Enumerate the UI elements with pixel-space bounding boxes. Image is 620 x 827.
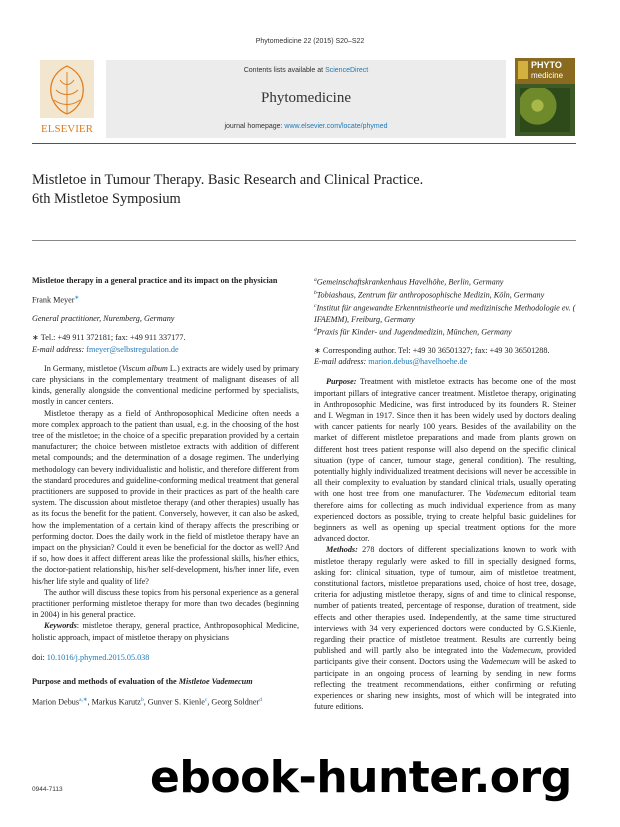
paragraph-1-text-a: In Germany, mistletoe ( — [44, 363, 122, 373]
homepage-line — [106, 123, 506, 130]
affiliation-a-mark: a — [314, 277, 317, 283]
cover-mistletoe-image — [520, 88, 570, 132]
header-rule — [32, 143, 576, 144]
title-rule — [32, 240, 576, 241]
journal-header-box — [106, 60, 506, 138]
methods-text-b: , provided participants give their consent. Doctors using the — [314, 646, 576, 667]
purpose-text-b: editorial team therefore aims for collecting as much individual experience from as many experienced doctors as possible, trying to create helpful basic guidelines for beginners as well as opening up special treatment options for the more advanced doctor. — [314, 489, 576, 544]
affiliation-a-text: Gemeinschaftskrankenhaus Havelhöhe, Berlin, Germany — [316, 277, 504, 287]
elsevier-logo-text: ELSEVIER — [41, 123, 93, 135]
keywords-label: Keywords — [44, 621, 77, 631]
keywords-text: : mistletoe therapy, general practice, Anthroposophical Medicine, holistic approach, impact of mistletoe therapy on physicians — [32, 621, 299, 642]
article-2-title-b: Mistletoe Vademecum — [178, 677, 253, 687]
purpose-text-a: Treatment with mistletoe extracts has become one of the most important pillars of integrative cancer treatment. Mistletoe therapy, originating in Anthroposophic Medicine, was first introduced by its founders R. Steiner and I. Wegman in 1917. Since then it has been widely used by doctors dealing with cancer patients for nearly 100 years. Besides of the availability on the market of different mistletoe preparations and made from plants grown on different host trees patient response will also depend on the specific clinical situation (type of cancer, tumour stage, general condition). The resulting, potentially highly individualized treatment decisions will never be accessible in all their complexity to evaluation by standard clinical trials, usually operating with one host tree from one manufacturer. The — [314, 377, 576, 499]
corresponding-email-line — [314, 356, 576, 367]
affiliation-c-mark: c — [314, 302, 317, 309]
homepage-link[interactable]: www.elsevier.com/locate/phymed — [284, 123, 388, 130]
section-title-line-2: 6th Mistletoe Symposium — [32, 191, 181, 207]
contents-prefix: Contents lists available at — [243, 67, 326, 74]
homepage-prefix: journal homepage: — [224, 123, 285, 130]
affiliation-c — [314, 301, 576, 325]
author-karutz: , Markus Karutz — [87, 697, 141, 707]
corresponding-author: ∗ Corresponding author. Tel: +49 30 36501327; fax: +49 30 36501288. — [314, 345, 550, 355]
paragraph-2: Mistletoe therapy as a field of Anthroposophical Medicine often needs a more complex approach to the patient than usual, e.g. in the choosing of the host tree of the mistletoe; in the choice of a specific preparation provided by a certain manufacturer; the choice between mistletoe extracts with addition of different metal compounds; and the determination of a dosage regimen. The underlying methodology can bevery individualistic and holistic, and therefore different from the standard procedures and guideline-conforming medical treatment that general practitioners are supposed to provide in their practices as part of the health care system. The discussion about mistletoe therapy (and other therapies) usually has as its focus the benefit for the patient. Conversely, however, it can also be asked, how the implementation of a certain kind of therapy affects the prescribing or performing doctor. Does the daily work in the field of mistletoe therapy have an impact on the physician? Could it even be beneficial for the doctor as well? And if so, how does it affect different areas like the professional skills, his/her ethics, the doctor-patient relationship, his/her self-development, his/her inner life, even his/her life style and quality of life? — [32, 408, 299, 586]
methods-text-c: will be asked to participate in an ongoing process of learning by sending in new forms reflecting the treatment recommendations, either confirming or refuting experiences or sharing new insights, most of which will be integrated into future editions. — [314, 657, 576, 712]
right-column — [314, 275, 576, 712]
author-kienle-mark[interactable]: c — [204, 697, 208, 704]
watermark-text: ebook-hunter.org — [150, 752, 572, 803]
methods-label: Methods: — [326, 545, 358, 555]
affiliation-a — [314, 275, 576, 288]
author-kienle: , Gunver S. Kienle — [143, 697, 205, 707]
sciencedirect-link[interactable]: ScienceDirect — [325, 67, 369, 74]
section-title — [32, 171, 552, 209]
section-title-line-1: Mistletoe in Tumour Therapy. Basic Research and Clinical Practice. — [32, 172, 424, 188]
author-name: Frank Meyer — [32, 295, 75, 305]
author-soldner: , Georg Soldner — [207, 697, 260, 707]
methods-text-a: 278 doctors of different specializations known to work with mistletoe therapy regularly were asked to fill in specially designed forms, asking for: clinical situation, type of tumour, aim of mistletoe treatment, constitutional factors, mistletoe preparations used, choice of host tree, dosage, criteria for adjusting mistletoe therapy, signs of and time to clinical response, number of patients treated, percentage of response, duration of treatment, side effects and other therapies used. Independently, at the same time structured interviews with 34 very experienced doctors were conducted by G.S.Kienle, regarding their practice of mistletoe treatment. Results are currently being published and will partly also be integrated into the — [314, 545, 576, 656]
doi-link[interactable]: 10.1016/j.phymed.2015.05.038 — [46, 652, 150, 662]
author-karutz-mark[interactable]: b — [140, 697, 144, 704]
article-title: Mistletoe therapy in a general practice and its impact on the physician — [32, 276, 278, 285]
author-mark[interactable]: ∗ — [74, 295, 80, 302]
doi-label: doi: — [32, 652, 47, 662]
affiliation-b-text: Tobiashaus, Zentrum für anthroposophische Medizin, Köln, Germany — [316, 290, 545, 300]
cover-title-2: medicine — [531, 71, 564, 80]
author-email-line — [32, 344, 299, 355]
cover-title-1: PHYTO — [531, 60, 562, 70]
affiliation-c-text: Institut für angewandte Erkenntnistheorie und medizinische Methodologie ev. ( IFAEMM), Freiburg, Germany — [314, 303, 576, 324]
elsevier-logo — [32, 58, 102, 136]
article-2-title-a: Purpose and methods of evaluation of the — [32, 677, 179, 687]
purpose-paragraph — [314, 376, 576, 544]
purpose-label: Purpose: — [326, 377, 357, 387]
author-debus-mark[interactable]: a,∗ — [79, 697, 88, 704]
affiliation-d-mark: d — [314, 327, 317, 334]
issn: 0944-7113 — [32, 786, 63, 793]
author-soldner-mark[interactable]: d — [259, 697, 263, 704]
article-2-title — [32, 676, 299, 687]
contents-line — [106, 67, 506, 74]
corresponding-email-link[interactable]: marion.debus@havelhoehe.de — [368, 357, 468, 367]
journal-cover — [515, 58, 575, 136]
affiliation-b-mark: b — [314, 289, 317, 296]
affiliation-d-text: Praxis für Kinder- und Jugendmedizin, München, Germany — [316, 327, 512, 337]
affiliation-d — [314, 325, 576, 338]
left-column — [32, 275, 299, 708]
methods-vademecum-2: Vademecum — [480, 657, 520, 667]
corresponding-email-label: E-mail address: — [314, 357, 369, 367]
paragraph-1-text-b: L.) extracts are widely used by primary care physicians in the complementary treatment of malignant diseases of all kinds, generally alongside the conventional medicine performed by specialists, mostly in cancer centers. — [32, 363, 299, 407]
article-author — [32, 293, 299, 306]
author-debus: Marion Debus — [32, 697, 80, 707]
author-affiliation: General practitioner, Nuremberg, Germany — [32, 314, 175, 324]
keywords-paragraph — [32, 620, 299, 642]
paragraph-1 — [32, 363, 299, 408]
methods-vademecum-1: Vademecum — [501, 646, 541, 656]
doi-line — [32, 652, 299, 663]
journal-name: Phytomedicine — [261, 90, 351, 106]
affiliation-b — [314, 288, 576, 301]
cover-badge — [518, 61, 528, 79]
methods-paragraph — [314, 544, 576, 712]
author-email-link[interactable]: fmeyer@selbstregulation.de — [86, 344, 179, 354]
email-label: E-mail address: — [32, 344, 87, 354]
paragraph-3: The author will discuss these topics from his personal experience as a general practitioner performing mistletoe therapy for more than two decades (beginning in 2004) in his general practice. — [32, 587, 299, 620]
article-2-authors — [32, 695, 299, 708]
species-name: Viscum album — [121, 363, 168, 373]
journal-citation: Phytomedicine 22 (2015) S20–S22 — [255, 38, 365, 45]
author-tel: ∗ Tel.: +49 911 372181; fax: +49 911 337177. — [32, 333, 186, 343]
purpose-vademecum: Vademecum — [485, 489, 525, 499]
